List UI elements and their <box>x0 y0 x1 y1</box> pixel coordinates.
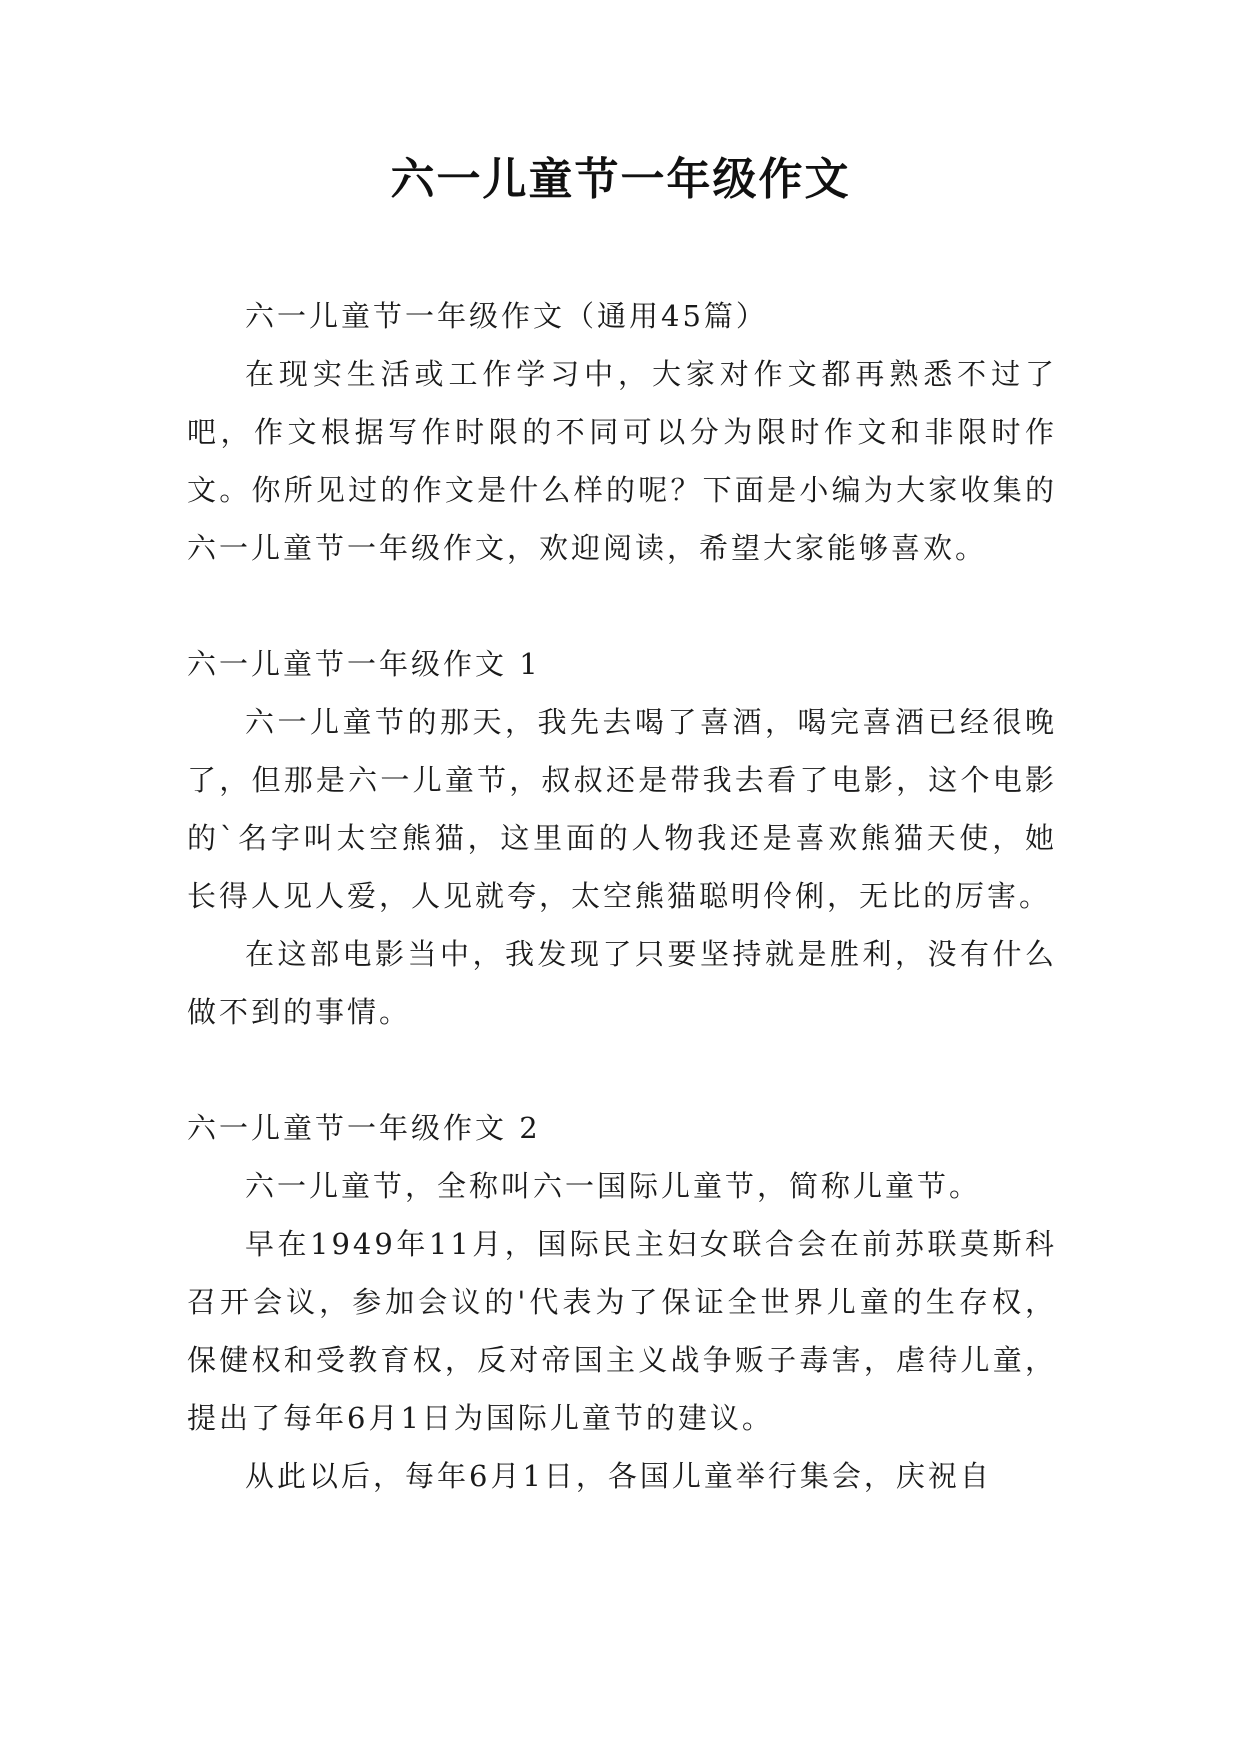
document-subtitle: 六一儿童节一年级作文（通用45篇） <box>245 299 768 333</box>
essay-2-paragraph-3: 从此以后，每年6月1日，各国儿童举行集会，庆祝自 <box>245 1459 992 1493</box>
essay-1-heading: 六一儿童节一年级作文 1 <box>187 647 541 681</box>
document-title: 六一儿童节一年级作文 <box>390 154 851 205</box>
essay-2-paragraph-2: 早在1949年11月，国际民主妇女联合会在前苏联莫斯科召开会议，参加会议的'代表为了保证全世界儿童的生存权，保健权和受教育权，反对帝国主义战争贩子毒害，虐待儿童，提出了每年6月1日为国际儿童节的建议。 <box>187 1227 1057 1435</box>
essay-1-paragraph-2: 在这部电影当中，我发现了只要坚持就是胜利，没有什么做不到的事情。 <box>187 937 1057 1029</box>
essay-2-heading: 六一儿童节一年级作文 2 <box>187 1111 541 1145</box>
essay-1-paragraph-1: 六一儿童节的那天，我先去喝了喜酒，喝完喜酒已经很晚了，但那是六一儿童节，叔叔还是带我去看了电影，这个电影的`名字叫太空熊猫，这里面的人物我还是喜欢熊猫天使，她长得人见人爱，人见就夸，太空熊猫聪明伶俐，无比的厉害。 <box>187 705 1057 913</box>
document-body <box>187 287 1057 1505</box>
intro-paragraph: 在现实生活或工作学习中，大家对作文都再熟悉不过了吧，作文根据写作时限的不同可以分为限时作文和非限时作文。你所见过的作文是什么样的呢？下面是小编为大家收集的六一儿童节一年级作文，欢迎阅读，希望大家能够喜欢。 <box>187 357 1057 565</box>
essay-2-paragraph-1: 六一儿童节，全称叫六一国际儿童节，简称儿童节。 <box>245 1169 982 1203</box>
